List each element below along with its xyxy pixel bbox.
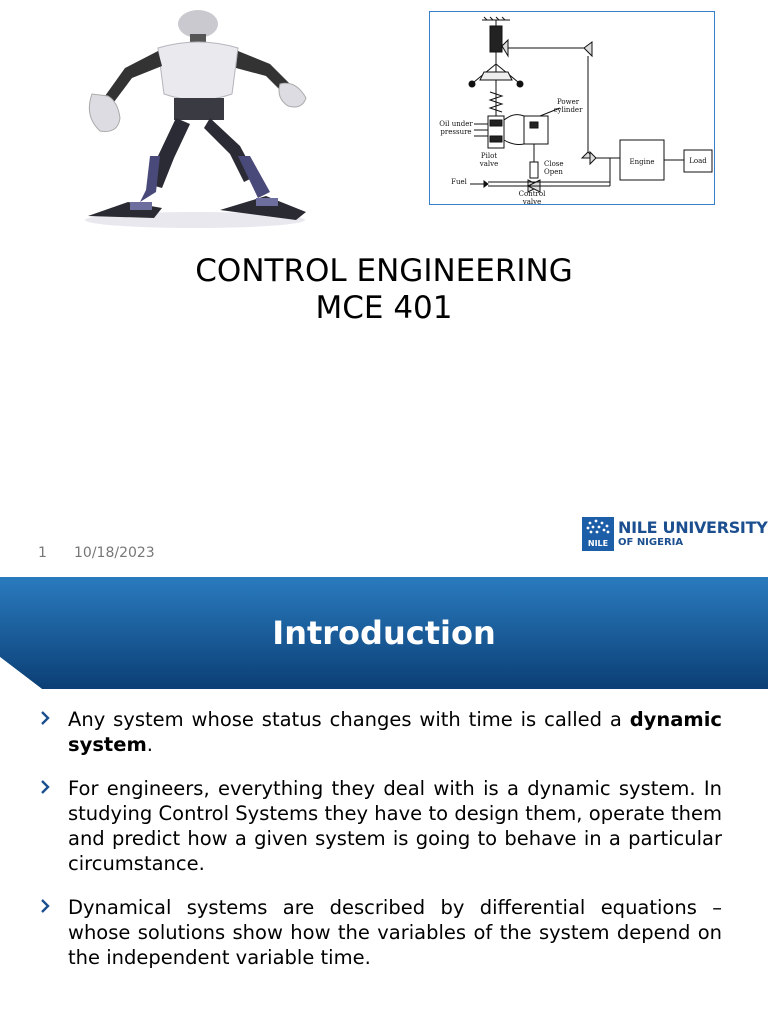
university-name: NILE UNIVERSITY [618,518,768,537]
chevron-right-icon [40,780,50,794]
power-cylinder-label: Power cylinder [553,98,583,114]
list-item [40,895,722,970]
open-label: Open [544,168,563,176]
chevron-right-icon [40,711,50,725]
slide-title: Introduction [272,614,496,652]
bullet-text-part: Any system whose status changes with time is called a [68,708,630,731]
bullet-text: For engineers, everything they deal with is a dynamic system. In studying Control Systems they have to design them, operate them and predict how a given system is going to behave in a particular circumstance. [68,777,722,875]
course-title: CONTROL ENGINEERING [195,253,573,289]
oil-under-pressure-label: Oil under pressure [439,120,473,136]
bullet-text: Dynamical systems are described by differential equations – whose solutions show how the variables of the system depend on the independent variable time. [68,896,722,969]
bullet-bold-term: dynamic system [68,708,722,756]
bullet-list [40,707,722,989]
load-label: Load [689,157,707,165]
humanoid-robot-image [70,6,320,232]
chevron-right-icon [40,899,50,913]
list-item [40,776,722,876]
slide-number: 1 [38,545,47,561]
bullet-text [68,707,722,757]
fuel-label: Fuel [451,178,467,186]
university-country: OF NIGERIA [618,537,684,548]
control-valve-label: Control valve [518,190,546,206]
engine-label: Engine [629,158,655,166]
bullet-text-part: . [146,733,153,756]
list-item [40,707,722,757]
nile-university-logo [582,517,768,553]
university-emblem-icon [582,517,614,551]
slide-date: 10/18/2023 [74,545,155,561]
speed-governor-diagram [429,11,715,205]
svg-text:NILE: NILE [587,539,609,548]
pilot-valve-label: Pilot valve [479,152,499,168]
introduction-slide [0,577,768,1024]
close-label: Close [544,160,564,168]
course-code: MCE 401 [315,290,453,326]
